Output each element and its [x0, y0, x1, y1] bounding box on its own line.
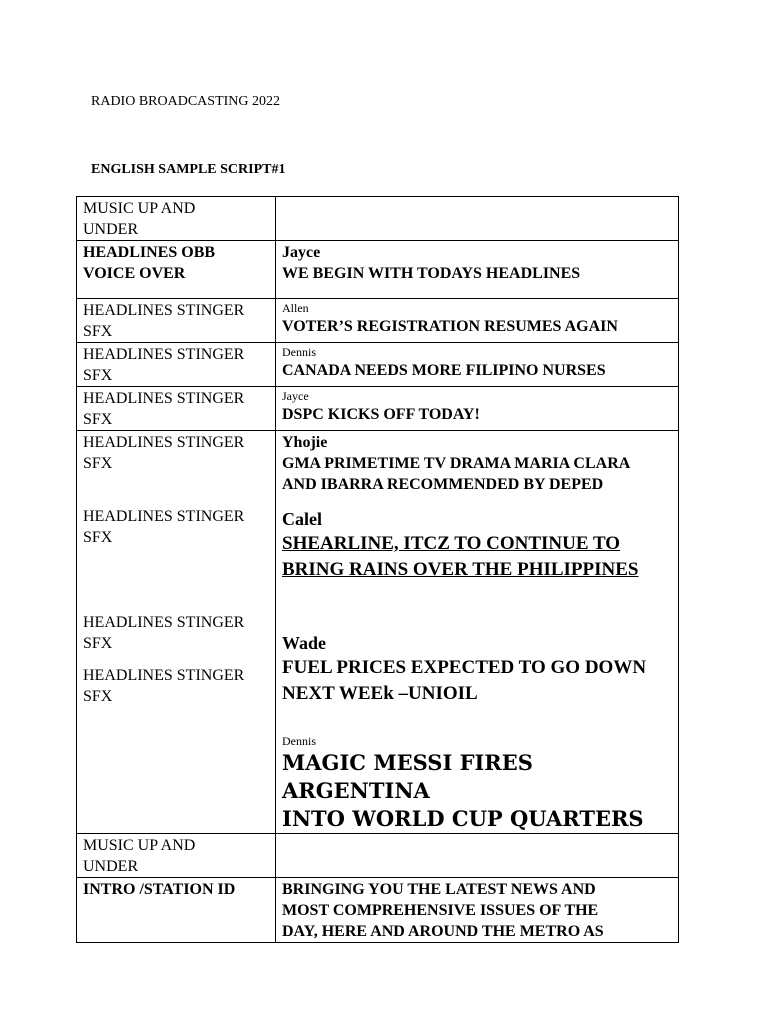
headline-text: FUEL PRICES EXPECTED TO GO DOWN — [282, 657, 647, 678]
cue-cell: HEADLINES STINGER SFX — [77, 387, 276, 431]
table-row — [77, 834, 679, 878]
reader-name: Yhojie — [282, 434, 328, 451]
headline-text: GMA PRIMETIME TV DRAMA MARIA CLARA — [282, 455, 631, 472]
reader-name: Wade — [282, 633, 327, 653]
reader-name: Allen — [282, 301, 309, 315]
table-row — [77, 387, 679, 431]
headline-text: CANADA NEEDS MORE FILIPINO NURSES — [282, 362, 606, 379]
table-row — [77, 343, 679, 387]
intro-text-line: BRINGING YOU THE LATEST NEWS AND — [282, 881, 596, 898]
table-row — [77, 431, 679, 834]
document-header-course: RADIO BROADCASTING 2022 — [91, 94, 281, 109]
reader-name: Jayce — [282, 389, 309, 403]
cue-cell: INTRO /STATION ID — [77, 878, 276, 943]
content-cell — [276, 197, 679, 241]
headline-text: MAGIC MESSI FIRES ARGENTINA — [282, 750, 533, 803]
headline-text: WE BEGIN WITH TODAYS HEADLINES — [282, 265, 581, 282]
content-cell — [276, 431, 679, 834]
table-row — [77, 241, 679, 299]
content-cell — [276, 878, 679, 943]
cue-cell: HEADLINES OBB VOICE OVER — [77, 241, 276, 299]
headline-text: AND IBARRA RECOMMENDED BY DEPED — [282, 476, 604, 493]
headline-text: DSPC KICKS OFF TODAY! — [282, 406, 480, 423]
intro-text-line: DAY, HERE AND AROUND THE METRO AS — [282, 923, 604, 940]
cue-cell: MUSIC UP AND UNDER — [77, 197, 276, 241]
content-cell — [276, 299, 679, 343]
content-cell — [276, 241, 679, 299]
cue-cell: MUSIC UP AND UNDER — [77, 834, 276, 878]
content-cell — [276, 343, 679, 387]
table-row — [77, 878, 679, 943]
headline-text: NEXT WEEk –UNIOIL — [282, 683, 478, 704]
reader-name: Calel — [282, 509, 322, 529]
reader-name: Jayce — [282, 244, 321, 261]
cue-cell: HEADLINES STINGER SFX HEADLINES STINGER SFX HEADLINES STINGER SFX HEADLINES STINGER SFX — [77, 431, 276, 834]
script-title: ENGLISH SAMPLE SCRIPT#1 — [91, 162, 286, 177]
headline-text: SHEARLINE, ITCZ TO CONTINUE TO — [282, 533, 621, 554]
script-table — [76, 196, 679, 943]
headline-text: VOTER’S REGISTRATION RESUMES AGAIN — [282, 318, 618, 335]
intro-text-line: MOST COMPREHENSIVE ISSUES OF THE — [282, 902, 599, 919]
table-row — [77, 197, 679, 241]
cue-cell: HEADLINES STINGER SFX — [77, 343, 276, 387]
reader-name: Dennis — [282, 345, 316, 359]
reader-name: Dennis — [282, 734, 316, 748]
cue-cell: HEADLINES STINGER SFX — [77, 299, 276, 343]
headline-text: INTO WORLD CUP QUARTERS — [282, 806, 644, 831]
content-cell — [276, 834, 679, 878]
content-cell — [276, 387, 679, 431]
headline-text: BRING RAINS OVER THE PHILIPPINES — [282, 559, 639, 580]
table-row — [77, 299, 679, 343]
